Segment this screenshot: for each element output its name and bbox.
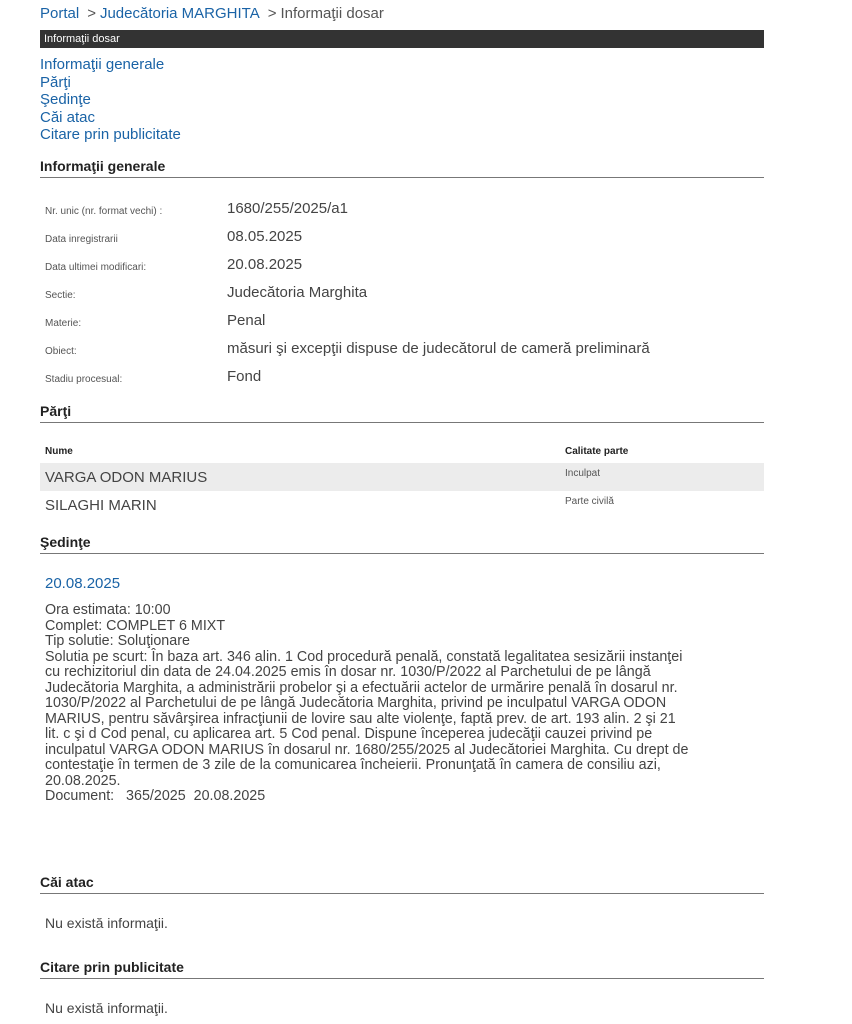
info-row-registration-date [40,228,764,252]
breadcrumb-separator: > [87,5,96,22]
info-label: Obiect: [45,346,77,357]
party-name: VARGA ODON MARIUS [45,469,208,486]
info-label: Data ultimei modificari: [45,262,147,273]
session-solution-type: Tip solutie: Soluţionare [45,633,190,649]
session-document: Document: 365/2025 20.08.2025 [45,788,266,804]
nav-link-sessions[interactable]: Şedinţe [40,91,91,108]
breadcrumb-court-link[interactable]: Judecătoria MARGHITA [99,5,260,22]
info-value: măsuri şi excepţii dispuse de judecătorul de cameră preliminară [227,340,650,357]
session-solution-line: Solutia pe scurt: În baza art. 346 alin. 1 Cod procedură penală, constată legalitatea sesizării instanţei [45,648,683,665]
info-label: Materie: [45,318,82,329]
party-quality: Parte civilă [565,496,614,507]
info-value: 20.08.2025 [227,256,303,273]
parties-col-name: Nume [45,446,73,457]
table-row [40,491,764,519]
breadcrumb-separator: > [267,5,277,22]
parties-col-quality: Calitate parte [565,446,629,457]
table-row [40,463,764,491]
info-value: Fond [227,368,262,385]
nav-link-general[interactable]: Informaţii generale [40,56,165,73]
breadcrumb [40,5,384,22]
info-row-case-number [40,200,764,224]
info-row-section [40,284,764,308]
info-label: Sectie: [45,290,76,301]
appeals-heading: Căi atac [40,874,764,894]
info-row-matter [40,312,764,336]
session-solution-line: Judecătoria Marghita, a administrării probelor şi a efectuării actelor de urmărire penală în dosarul nr. [45,679,678,696]
info-value: Judecătoria Marghita [227,284,368,301]
general-heading: Informaţii generale [40,158,764,178]
session-solution-line: 20.08.2025. [45,772,121,789]
session-solution-line: inculpatul VARGA ODON MARIUS în dosarul nr. 1680/255/2025 al Judecătoriei Marghita. Cu drept de [45,741,689,758]
info-label: Data inregistrarii [45,234,118,245]
session-date: 20.08.2025 [45,575,121,592]
info-value: 1680/255/2025/a1 [227,200,348,217]
breadcrumb-portal-link[interactable]: Portal [40,5,80,22]
session-solution-line: lit. c şi d Cod penal, cu aplicarea art. 5 Cod penal. Dispune începerea judecăţii cauzei privind pe [45,726,653,742]
publicity-heading: Citare prin publicitate [40,959,764,979]
breadcrumb-current: Informaţii dosar [280,5,384,22]
info-row-object [40,340,764,364]
session-solution-line: 1030/P/2022 al Parchetului de pe lângă Judecătoria Marghita, privind pe inculpatul VARGA ODON [45,695,667,711]
info-label: Stadiu procesual: [45,374,123,385]
nav-link-publicity[interactable]: Citare prin publicitate [40,126,181,143]
info-row-stage [40,368,764,392]
session-details [45,603,765,805]
info-value: Penal [227,312,266,329]
info-row-last-modified [40,256,764,280]
appeals-empty-message: Nu există informaţii. [45,915,168,931]
party-quality: Inculpat [565,468,601,479]
session-solution-line: contestaţie în termen de 3 zile de la comunicarea încheierii. Pronunţată în camera de consiliu azi, [45,757,661,773]
session-time: Ora estimata: 10:00 [45,602,171,618]
sessions-heading: Şedinţe [40,534,764,554]
parties-heading: Părţi [40,403,764,423]
party-name: SILAGHI MARIN [45,497,157,514]
info-value: 08.05.2025 [227,228,303,245]
section-nav [40,56,181,144]
session-solution-line: cu rechizitoriul din data de 24.04.2025 emis în dosar nr. 1030/P/2022 al Parchetului de pe lângă [45,664,651,680]
session-panel: Complet: COMPLET 6 MIXT [45,617,226,634]
publicity-empty-message: Nu există informaţii. [45,1000,168,1016]
session-solution-line: MARIUS, pentru săvârşirea infracţiunii de lovire sau alte violenţe, faptă prev. de art. 193 alin. 2 şi 21 [45,710,676,727]
nav-link-appeals[interactable]: Căi atac [40,108,96,126]
nav-link-parties[interactable]: Părţi [40,73,71,91]
title-bar: Informaţii dosar [40,30,764,48]
info-label: Nr. unic (nr. format vechi) : [45,206,163,217]
